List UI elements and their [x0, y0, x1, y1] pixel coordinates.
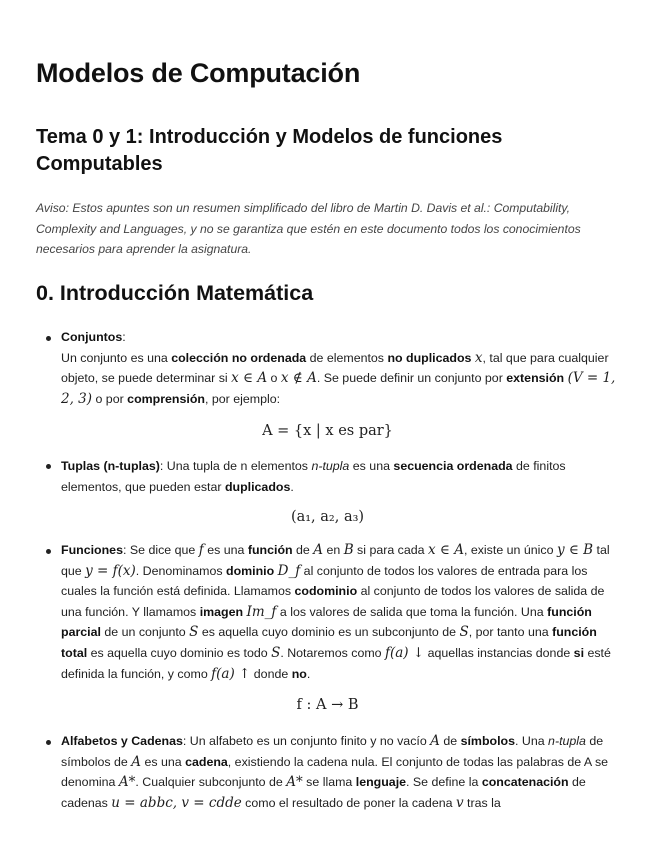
list-bullet [46, 336, 51, 341]
math-inline: x ∈ A [231, 370, 268, 387]
math-inline: x ∉ A [280, 370, 317, 387]
section-title: 0. Introducción Matemática [36, 281, 314, 305]
term-label: Alfabetos y Cadenas [61, 734, 183, 748]
disclaimer-note: Aviso: Estos apuntes son un resumen simplificado del libro de Martin D. Davis et al.: Computability, Complexity and Languages, y no se garantiza que estén en este documento todos los conocimientos necesarios para aprender la asignatura. [36, 201, 581, 256]
list-item-alfabetos: Alfabetos y Cadenas: Un alfabeto es un conjunto finito y no vacío A de símbolos. Una n-tupla de símbolos de A es una cadena, existiendo la cadena nula. El conjunto de todas las palabras de A se denomina A*. Cualquier subconjunto de A* se llama lenguaje. Se define la concatenación de cadenas u = abbc, v = cdde como el resultado de poner la cadena v tras la [61, 733, 609, 811]
list-bullet [46, 464, 51, 469]
list-item-conjuntos: Conjuntos: Un conjunto es una colección no ordenada de elementos no duplicados x, tal que para cualquier objeto, se puede determinar si x ∈ A o x ∉ A. Se puede definir un conjunto por extensión (V = 1, 2, 3) o por comprensión, por ejemplo: [61, 330, 616, 407]
list-bullet [46, 740, 51, 745]
list-item-tuplas: Tuplas (n-tuplas): Una tupla de n elementos n-tupla es una secuencia ordenada de finitos elementos, que pueden estar duplicados. [61, 459, 566, 494]
math-display: A = {x | x es par} [262, 423, 393, 439]
term-label: Conjuntos [61, 330, 123, 344]
page-title: Modelos de Computación [36, 58, 361, 88]
term-label: Tuplas (n-tuplas) [61, 459, 160, 473]
math-display: f : A → B [296, 697, 359, 713]
math-inline: (V = 1, 2, 3) [61, 370, 616, 407]
math-inline: x [474, 349, 483, 366]
list-bullet [46, 549, 51, 554]
list-item-funciones: Funciones: Se dice que f es una función de A en B si para cada x ∈ A, existe un único y ∈ B tal que y = f(x). Denominamos dominio D_f al conjunto de todos los valores de entrada para los cuales la función está definida. Llamamos codominio al conjunto de todos los valores de salida de una función. Y llamamos imagen Im_f a los valores de salida que toma la función. Una función parcial de un conjunto S es aquella cuyo dominio es un subconjunto de S, por tanto una función total es aquella cuyo dominio es todo S. Notaremos como f(a) ↓ aquellas instancias donde si esté definida la función, y como f(a) ↑ donde no. [61, 542, 611, 682]
term-label: Funciones [61, 543, 123, 557]
topic-title: Tema 0 y 1: Introducción y Modelos de funciones Computables [36, 126, 503, 175]
math-display: (a₁, a₂, a₃) [290, 509, 365, 525]
